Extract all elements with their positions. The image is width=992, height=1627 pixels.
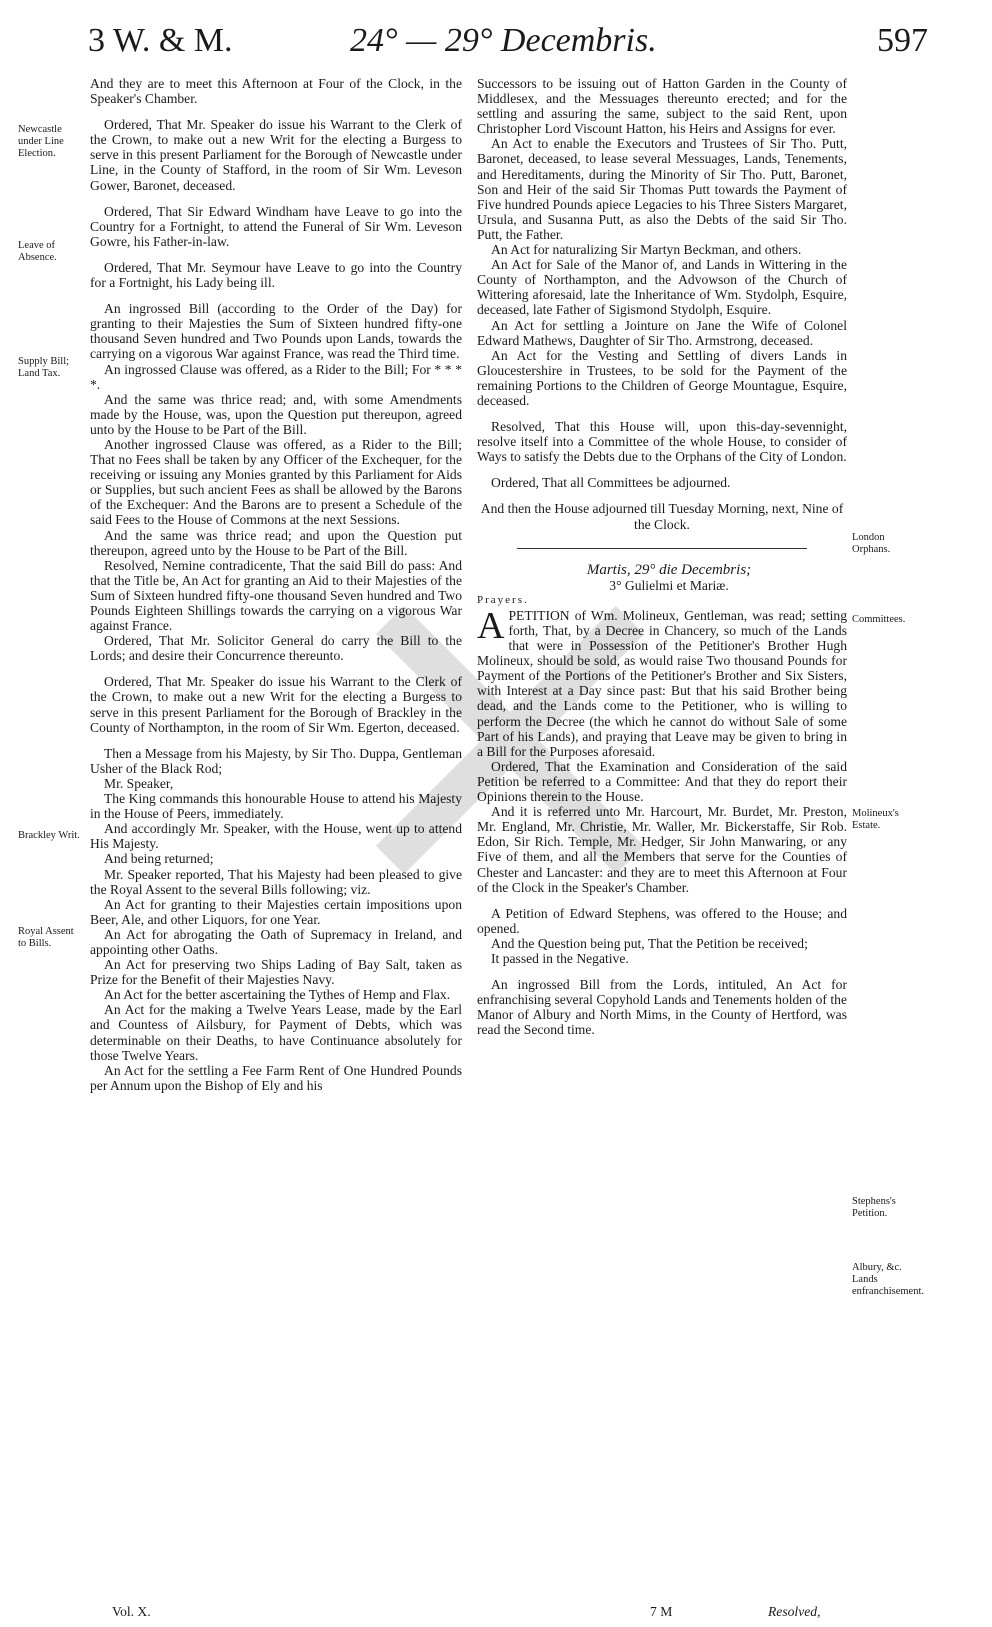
paragraph: Ordered, That Mr. Speaker do issue his Warrant to the Clerk of the Crown, to make out a new Writ for the electing a Burgess to serve in this present Parliament for the Borough of Brackley in the County of Northampton, in the room of Sir Wm. Egerton, deceased. [90,674,462,735]
adjournment-line: And then the House adjourned till Tuesday Morning, next, Nine of the Clock. [480,501,844,532]
paragraph: An ingrossed Bill (according to the Order of the Day) for granting to their Majesties the Sum of Sixteen hundred fifty-one thousand Seven hundred and Two Pounds upon Lands, towards the carrying on a vigorous War against France, was read the Third time. [90,301,462,362]
paragraph: Mr. Speaker reported, That his Majesty had been pleased to give the Royal Assent to the several Bills following; viz. [90,866,462,897]
paragraph: Another ingrossed Clause was offered, as a Rider to the Bill; That no Fees shall be taken by any Officer of the Exchequer, for the receiving or issuing any Monies granted by this Parliament for Aids or Supplies, but such ancient Fees as shall be allowed by the Barons of the Exchequer: And the Barons are to present a Schedule of the said Fees to the House of Commons at the next Sessions. [90,436,462,528]
margin-note-committees: Committees. [852,614,906,625]
margin-note-molineux: Molineux's Estate. [852,808,899,831]
paragraph: An Act for settling a Jointure on Jane the Wife of Colonel Edward Mathews, Daughter of Sir Tho. Armstrong, deceased. [477,317,847,348]
section-divider [517,548,807,549]
drop-cap: A [477,604,505,647]
date-heading: Martis, 29° die Decembris; [586,561,752,578]
margin-note-stephens: Stephens's Petition. [852,1196,896,1219]
paragraph: Then a Message from his Majesty, by Sir Tho. Duppa, Gentleman Usher of the Black Rod; [90,745,462,776]
margin-note-supply: Supply Bill; Land Tax. [18,356,70,379]
running-head-regnal-year: 3 W. & M. [88,22,233,59]
margin-note-london-orphans: London Orphans. [852,532,891,555]
paragraph: And being returned; [104,851,214,867]
paragraph: An Act for the better ascertaining the Tythes of Hemp and Flax. [104,987,451,1003]
paragraph: Ordered, That Mr. Seymour have Leave to go into the Country for a Fortnight, his Lady being ill. [90,259,462,291]
running-head-dates: 24° — 29° Decembris. [350,22,657,59]
paragraph: And the same was thrice read; and upon the Question put thereupon, agreed unto by the House to be Part of the Bill. [90,527,462,558]
paragraph: The King commands this honourable House to attend his Majesty in the House of Peers, immediately. [90,791,462,822]
volume-signature: Vol. X. [112,1604,151,1619]
paragraph: Resolved, Nemine contradicente, That the said Bill do pass: And that the Title be, An Act for granting an Aid to their Majesties of the Sum of Sixteen hundred fifty-one thousand Seven hundred and Two Pounds Eighteen Shillings towards the carrying on a vigorous War against France. [90,557,462,634]
regnal-subheading: 3° Gulielmi et Mariæ. [609,577,729,593]
left-column [90,76,462,1093]
margin-note-leave: Leave of Absence. [18,240,57,263]
paragraph: Mr. Speaker, [104,775,174,791]
margin-note-brackley: Brackley Writ. [18,830,80,841]
catchword: Resolved, [768,1604,821,1619]
paragraph: An Act for naturalizing Sir Martyn Beckman, and others. [491,242,802,258]
prayers-heading: Prayers. [477,593,529,606]
paragraph: An Act for the settling a Fee Farm Rent of One Hundred Pounds per Annum upon the Bishop of Ely and his [90,1062,462,1093]
paragraph: And accordingly Mr. Speaker, with the House, went up to attend His Majesty. [90,821,462,852]
paragraph: An Act for the making a Twelve Years Lease, made by the Earl and Countess of Ailsbury, for Payment of Debts, which was determinable on their Deaths, to have Continuance absolutely for those Twelve Years. [90,1002,462,1063]
paragraph: And they are to meet this Afternoon at Four of the Clock, in the Speaker's Chamber. [90,76,462,107]
paragraph: And the same was thrice read; and, with some Amendments made by the House, was, upon the Question put thereupon, agreed unto by the House to be Part of the Bill. [90,391,462,437]
paragraph: A Petition of Edward Stephens, was offered to the House; and opened. [477,905,847,936]
paragraph: An Act for abrogating the Oath of Supremacy in Ireland, and appointing other Oaths. [90,926,462,957]
paragraph: It passed in the Negative. [491,950,629,966]
paragraph: Ordered, That all Committees be adjourned. [491,475,731,491]
margin-note-royal-assent: Royal Assent to Bills. [18,926,74,949]
signature-mark: 7 M [650,1604,673,1619]
paragraph: An ingrossed Clause was offered, as a Rider to the Bill; For * * * *. [90,361,462,392]
paragraph: And it is referred unto Mr. Harcourt, Mr. Burdet, Mr. Preston, Mr. England, Mr. Christie, Mr. Waller, Mr. Bickerstaffe, Sir Rob. Edon, Sir Rich. Temple, Mr. Hedger, Sir John Manwaring, or any Five of them, and all the Members that serve for the Counties of Chester and Lancaster: and they are to meet this Afternoon at Four of the Clock in the Speaker's Chamber. [477,804,847,895]
petition-text: PETITION of Wm. Molineux, Gentleman, was read; setting forth, That, by a Decree in Chancery, so much of the Lands that were in Possession of the Petitioner's Brother Hugh Molineux, should be sold, as would raise Two thousand Pounds for Payment of the Portions of the Petitioner's Brother and Six Sisters, with Interest at a Day since past: But that his said Brother being dead, and the Lands come to the Petitioner, who is willing to perform the Decree (the which he cannot do without Sale of some Part of his Lands), and praying that Leave may be given to bring in a Bill for the Purposes aforesaid. [477,607,847,759]
paragraph: An ingrossed Bill from the Lords, intituled, An Act for enfranchising several Copyhold Lands and Tenements holden of the Manor of Albury and North Mims, in the County of Hertford, was read the Second time. [477,977,847,1038]
page-header [88,22,928,68]
paragraph: And the Question being put, That the Petition be received; [491,935,808,951]
paragraph: Ordered, That Mr. Solicitor General do carry the Bill to the Lords; and desire their Concurrence thereunto. [90,633,462,664]
margin-note-albury: Albury, &c. Lands enfranchisement. [852,1262,925,1297]
margin-note-newcastle: Newcastle under Line Election. [18,124,64,159]
paragraph: An Act to enable the Executors and Trustees of Sir Tho. Putt, Baronet, deceased, to lease several Messuages, Lands, Tenements, and Hereditaments, during the Minority of Sir Tho. Putt, Baronet, Son and Heir of the said Sir Thomas Putt towards the Payment of Five hundred Pounds apiece Legacies to his Three Sisters Margaret, Ursula, and Susanna Putt, as also the Debts of the said Sir Tho. Putt, the Father. [477,136,847,242]
paragraph: Resolved, That this House will, upon this-day-sevennight, resolve itself into a Committee of the whole House, to consider of Ways to satisfy the Debts due to the Orphans of the City of London. [477,419,847,465]
paragraph: Ordered, That the Examination and Consideration of the said Petition be referred to a Committee: And that they do report their Opinions therein to the House. [477,758,847,805]
paragraph: An Act for Sale of the Manor of, and Lands in Wittering in the County of Northampton, and the Advowson of the Church of Wittering aforesaid, late the Inheritance of Wm. Stydolph, Esquire, deceased, late Father of Sigismond Stydolph, Esquire. [477,257,847,318]
paragraph: An Act for granting to their Majesties certain impositions upon Beer, Ale, and other Liquors, for one Year. [90,896,462,927]
page-number: 597 [877,22,928,59]
paragraph: Ordered, That Mr. Speaker do issue his Warrant to the Clerk of the Crown, to make out a new Writ for the electing a Burgess to serve in this present Parliament for the Borough of Newcastle under Line, in the County of Stafford, in the room of Sir Wm. Leveson Gower, Baronet, deceased. [90,117,462,193]
paragraph: Ordered, That Sir Edward Windham have Leave to go into the Country for a Fortnight, to attend the Funeral of Sir Wm. Leveson Gowre, his Father-in-law. [90,203,462,249]
paragraph: Successors to be issuing out of Hatton Garden in the County of Middlesex, and the Messuages thereunto erected; and for the settling and assuring the same, subject to the said Rent, upon Christopher Lord Viscount Hatton, his Heirs and Assigns for ever. [477,76,847,137]
paragraph: An Act for preserving two Ships Lading of Bay Salt, taken as Prize for the Benefit of their Majesties Navy. [90,957,462,988]
paragraph [477,604,847,759]
paragraph: An Act for the Vesting and Settling of divers Lands in Gloucestershire in Trustees, to be sold for the Payment of the remaining Portions to the Children of George Mountague, Esquire, deceased. [477,347,847,408]
right-column [477,76,847,1037]
